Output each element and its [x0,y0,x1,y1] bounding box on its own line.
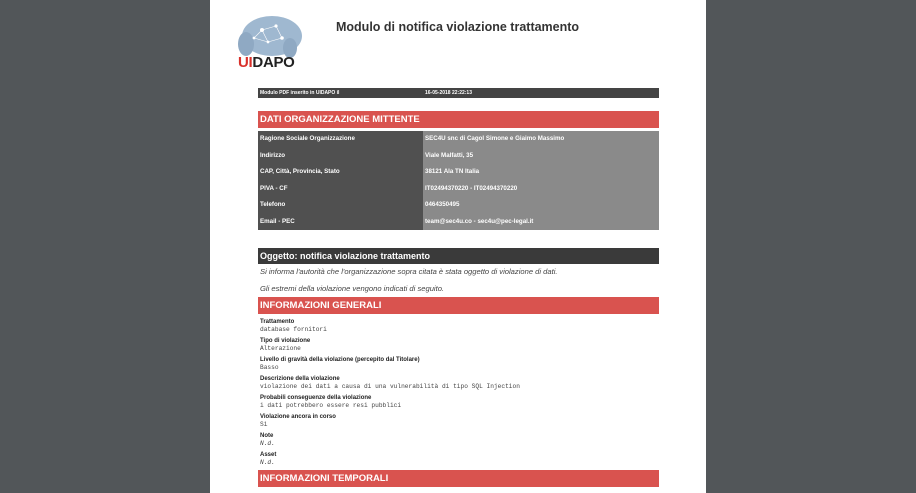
logo-dapo: DAPO [252,54,295,71]
subject-line-1: Si informa l'autorità che l'organizzazione sopra citata è stata oggetto di violazione di dati. [260,267,558,276]
org-value: 38121 Ala TN Italia [423,164,659,181]
field-value: Alterazione [260,345,301,352]
org-value: 0464350495 [423,197,659,214]
field-label: Livello di gravità della violazione (percepito dal Titolare) [260,357,420,363]
org-section-heading: DATI ORGANIZZAZIONE MITTENTE [258,111,659,128]
subject-heading: Oggetto: notifica violazione trattamento [258,248,659,264]
field-livello-gravita [260,357,420,371]
document-title: Modulo di notifica violazione trattamento [336,20,580,34]
org-value: Viale Malfatti, 35 [423,148,659,165]
org-label: CAP, Città, Provincia, Stato [258,164,423,181]
org-table [258,131,659,230]
org-row [258,131,659,148]
field-value: i dati potrebbero essere resi pubblici [260,402,402,409]
field-value: N.d. [260,459,275,466]
field-conseguenze [260,395,401,409]
field-value: Basso [260,364,279,371]
org-row [258,148,659,165]
field-label: Descrizione della violazione [260,376,340,382]
org-label: Ragione Sociale Organizzazione [258,131,423,148]
field-value: N.d. [260,440,275,447]
general-info-heading: INFORMAZIONI GENERALI [258,297,659,314]
org-row [258,181,659,198]
field-value: Sì [260,421,268,428]
field-note [260,433,275,447]
field-descrizione [260,376,520,390]
field-label: Probabili conseguenze della violazione [260,395,372,401]
field-asset [260,452,276,466]
org-value: SEC4U snc di Cagol Simone e Giaimo Massimo [423,131,659,148]
org-row [258,197,659,214]
field-label: Trattamento [260,319,295,325]
org-label: Indirizzo [258,148,423,165]
field-label: Asset [260,452,277,458]
logo-wordmark [238,54,295,71]
field-value: violazione dei dati a causa di una vulnerabilità di tipo SQL Injection [260,383,520,390]
logo-ui: UI [238,54,253,71]
temporal-info-heading: INFORMAZIONI TEMPORALI [258,470,659,487]
org-row [258,164,659,181]
field-value: database fornitori [260,326,327,333]
field-label: Violazione ancora in corso [260,414,336,420]
org-label: Email - PEC [258,214,423,231]
org-value: IT02494370220 - IT02494370220 [423,181,659,198]
pdf-page [210,0,706,493]
org-label: Telefono [258,197,423,214]
field-label: Tipo di violazione [260,338,311,344]
field-tipo-violazione [260,338,310,352]
org-value: team@sec4u.co - sec4u@pec-legal.it [423,214,659,231]
field-trattamento [260,319,327,333]
org-row [258,214,659,231]
field-label: Note [260,433,274,439]
field-in-corso [260,414,336,428]
meta-label: Modulo PDF inserito in UIDAPO il [260,90,340,96]
meta-bar [258,88,659,98]
subject-line-2: Gli estremi della violazione vengono indicati di seguito. [260,284,445,293]
meta-datetime: 16-05-2018 22:22:13 [425,90,472,96]
org-label: PIVA - CF [258,181,423,198]
